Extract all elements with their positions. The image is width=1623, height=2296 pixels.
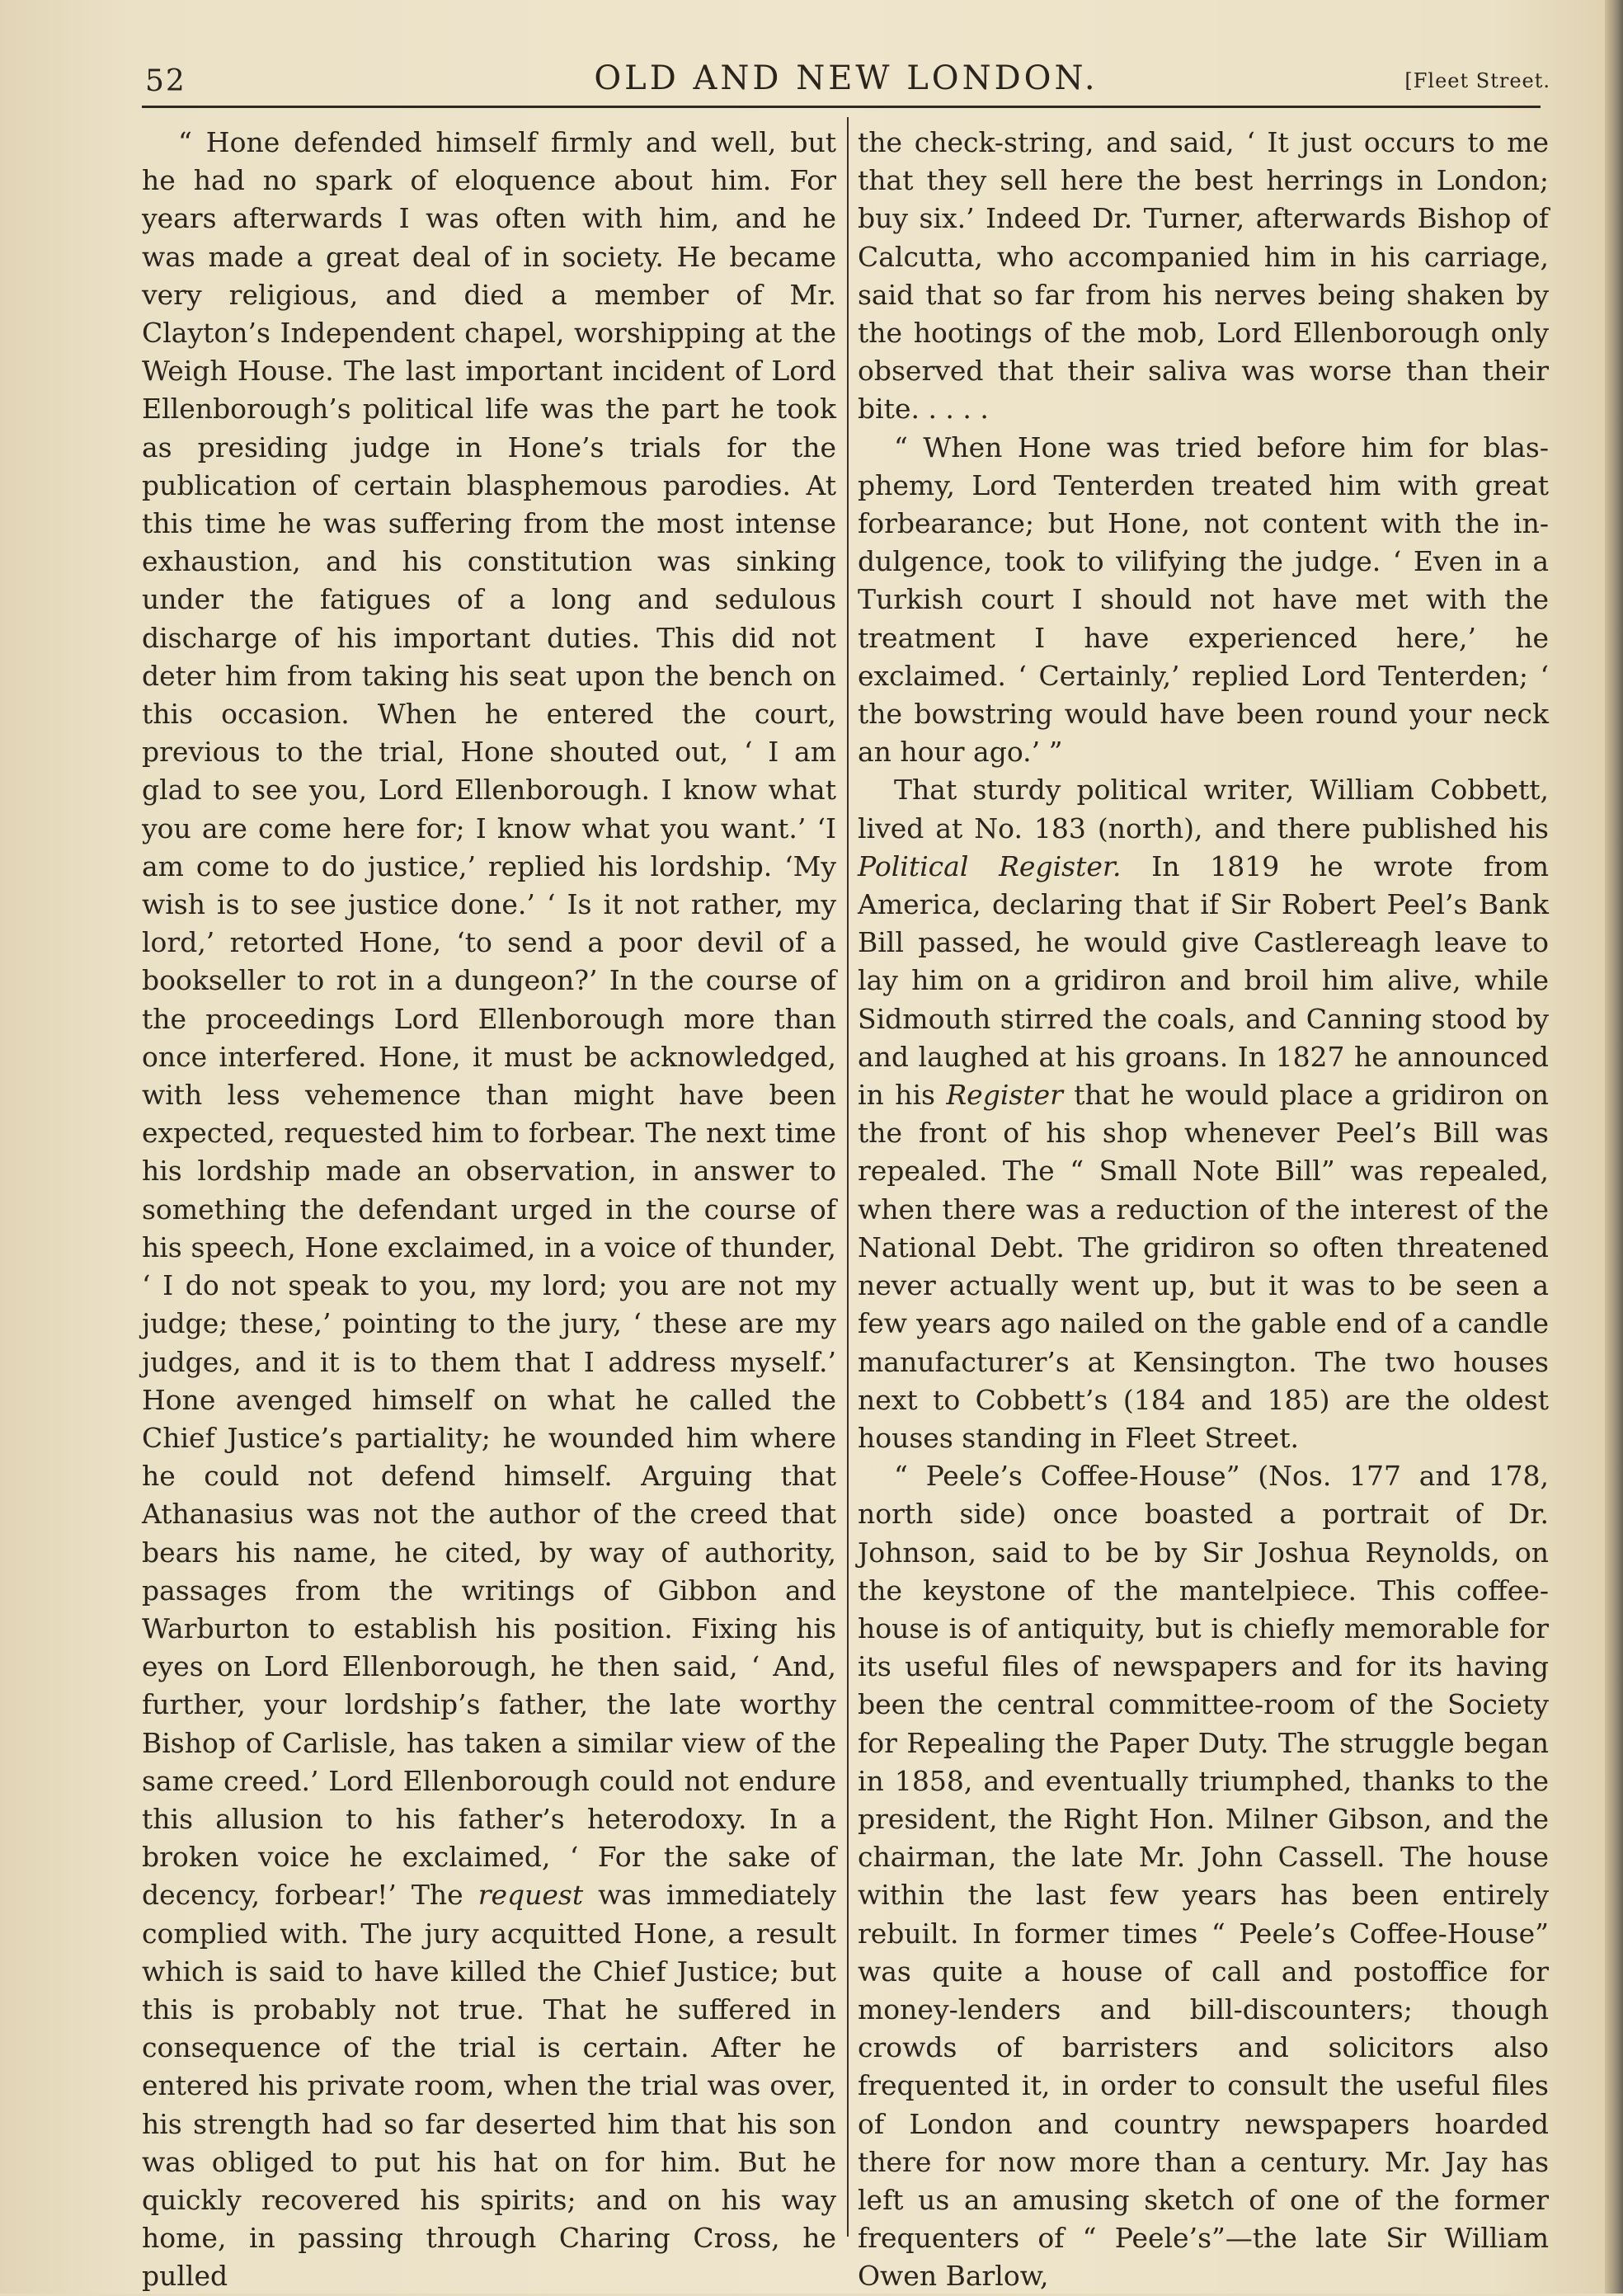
header-rule: [142, 106, 1541, 108]
paragraph-hone-defence: [142, 124, 836, 2296]
paragraph-text: In 1819 he wrote from America, declaring that if Sir Robert Peel’s Bank Bill passed, he would give Castlereagh leave to lay him on a gridiron and broil him alive, while Sidmouth stirred the coals, and Canning stood by and laughed at his groans. In 1827 he announced in his: [858, 849, 1549, 1112]
page-number: 52: [145, 64, 186, 98]
page-header: [142, 59, 1550, 117]
italic-title: Register: [946, 1079, 1063, 1112]
left-column: [142, 124, 836, 2296]
paragraph-tenterden: “ When Hone was tried before him for blasphemy, Lord Tenterden treated him with great forbearance; but Hone, not content with the indulgence, took to vilifying the judge. ‘ Even in a Turkish court I should not have met with the treatment I have experienced here,’ he exclaimed. ‘ Certainly,’ replied Lord Tenterden; ‘ the bowstring would have been round your neck an hour ago.’ ”: [858, 430, 1549, 769]
paragraph-text: “ Hone defended himself firmly and well, but he had no spark of eloquence about him. For years afterwards I was often with him, and he was made a great deal of in society. He became very religious, and died a member of Mr. Clayton’s Independent chapel, worshipping at the Weigh House. The last important incident of Lord Ellenborough’s political life was the part he took as presiding judge in Hone’s trials for the publication of certain blasphemous parodies. At this time he was suffering from the most intense exhaustion, and his constitution was sinking under the fatigues of a long and sedulous discharge of his important duties. This did not deter him from taking his seat upon the bench on this occasion. When he entered the court, previous to the trial, Hone shouted out, ‘ I am glad to see you, Lord Ellenborough. I know what you are come here for; I know what you want.’ ‘I am come to do justice,’ replied his lordship. ‘My wish is to see justice done.’ ‘ Is it not rather, my lord,’ retorted Hone, ‘to send a poor devil of a bookseller to rot in a dungeon?’ In the course of the proceedings Lord Ellenborough more than once interfered. Hone, it must be acknowledged, with less vehemence than might have been expected, requested him to forbear. The next time his lordship made an observation, in answer to something the defendant urged in the course of his speech, Hone exclaimed, in a voice of thunder, ‘ I do not speak to you, my lord; you are not my judge; these,’ pointing to the jury, ‘ these are my judges, and it is to them that I address myself.’ Hone avenged himself on what he called the Chief Justice’s partiality; he wounded him where he could not defend himself. Arguing that Athanasius was not the author of the creed that bears his name, he cited, by way of authority, passages from the writings of Gibbon and Warburton to establish his position. Fixing his eyes on Lord Ellenborough, he then said, ‘ And, further, your lordship’s father, the late worthy Bishop of Carlisle, has taken a similar view of the same creed.’ Lord Ellenborough could not endure this allusion to his father’s heterodoxy. In a broken voice he exclaimed, ‘ For the sake of decency, forbear!’ The: [142, 126, 836, 1912]
paragraph-cobbett: [858, 771, 1549, 1457]
paragraph-peeles: “ Peele’s Coffee-House” (Nos. 177 and 178, north side) once boasted a portrait of Dr. Johnson, said to be by Sir Joshua Reynolds, on the keystone of the mantelpiece. This coffee-house is of antiquity, but is chiefly memorable for its useful files of newspapers and for its having been the central committee-room of the Society for Repealing the Paper Duty. The struggle began in 1858, and eventually triumphed, thanks to the president, the Right Hon. Milner Gibson, and the chairman, the late Mr. John Cassell. The house within the last few years has been entirely rebuilt. In former times “ Peele’s Coffee-House” was quite a house of call and postoffice for money-lenders and bill-discounters; though crowds of barristers and solicitors also frequented it, in order to consult the useful files of London and country newspapers hoarded there for now more than a century. Mr. Jay has left us an amusing sketch of one of the former frequenters of “ Peele’s”—the late Sir William Owen Barlow,: [858, 1460, 1549, 2293]
paragraph-text: was immediately complied with. The jury acquitted Hone, a result which is said to have killed the Chief Justice; but this is probably not true. That he suffered in consequence of the trial is certain. After he entered his private room, when the trial was over, his strength had so far deserted him that his son was obliged to put his hat on for him. But he quickly recovered his spirits; and on his way home, in passing through Charing Cross, he pulled: [142, 1879, 837, 2293]
running-title: OLD AND NEW LONDON.: [594, 59, 1098, 97]
page-edge: [1605, 0, 1623, 2294]
column-divider: [847, 117, 849, 2237]
paragraph-continued: the check-string, and said, ‘ It just occurs to me that they sell here the best herrings in London; buy six.’ Indeed Dr. Turner, afterwards Bishop of Calcutta, who accompanied him in his carriage, said that so far from his nerves being shaken by the hootings of the mob, Lord Ellenborough only observed that their saliva was worse than their bite. . . . .: [858, 126, 1549, 426]
italic-title: Political Register.: [858, 849, 1122, 882]
right-column: [858, 124, 1549, 2296]
section-label: [Fleet Street.: [1404, 69, 1550, 92]
paragraph-text: that he would place a gridiron on the front of his shop whenever Peel’s Bill was repealed. The “ Small Note Bill” was repealed, when there was a reduction of the interest of the National Debt. The gridiron so often threatened never actually went up, but it was to be seen a few years ago nailed on the gable end of a candle manufacturer’s at Kensington. The two houses next to Cobbett’s (184 and 185) are the oldest houses standing in Fleet Street.: [858, 1079, 1549, 1454]
paragraph-text: That sturdy political writer, William Cobbett, lived at No. 183 (north), and there published his: [858, 774, 1549, 845]
italic-word: request: [477, 1879, 584, 1912]
